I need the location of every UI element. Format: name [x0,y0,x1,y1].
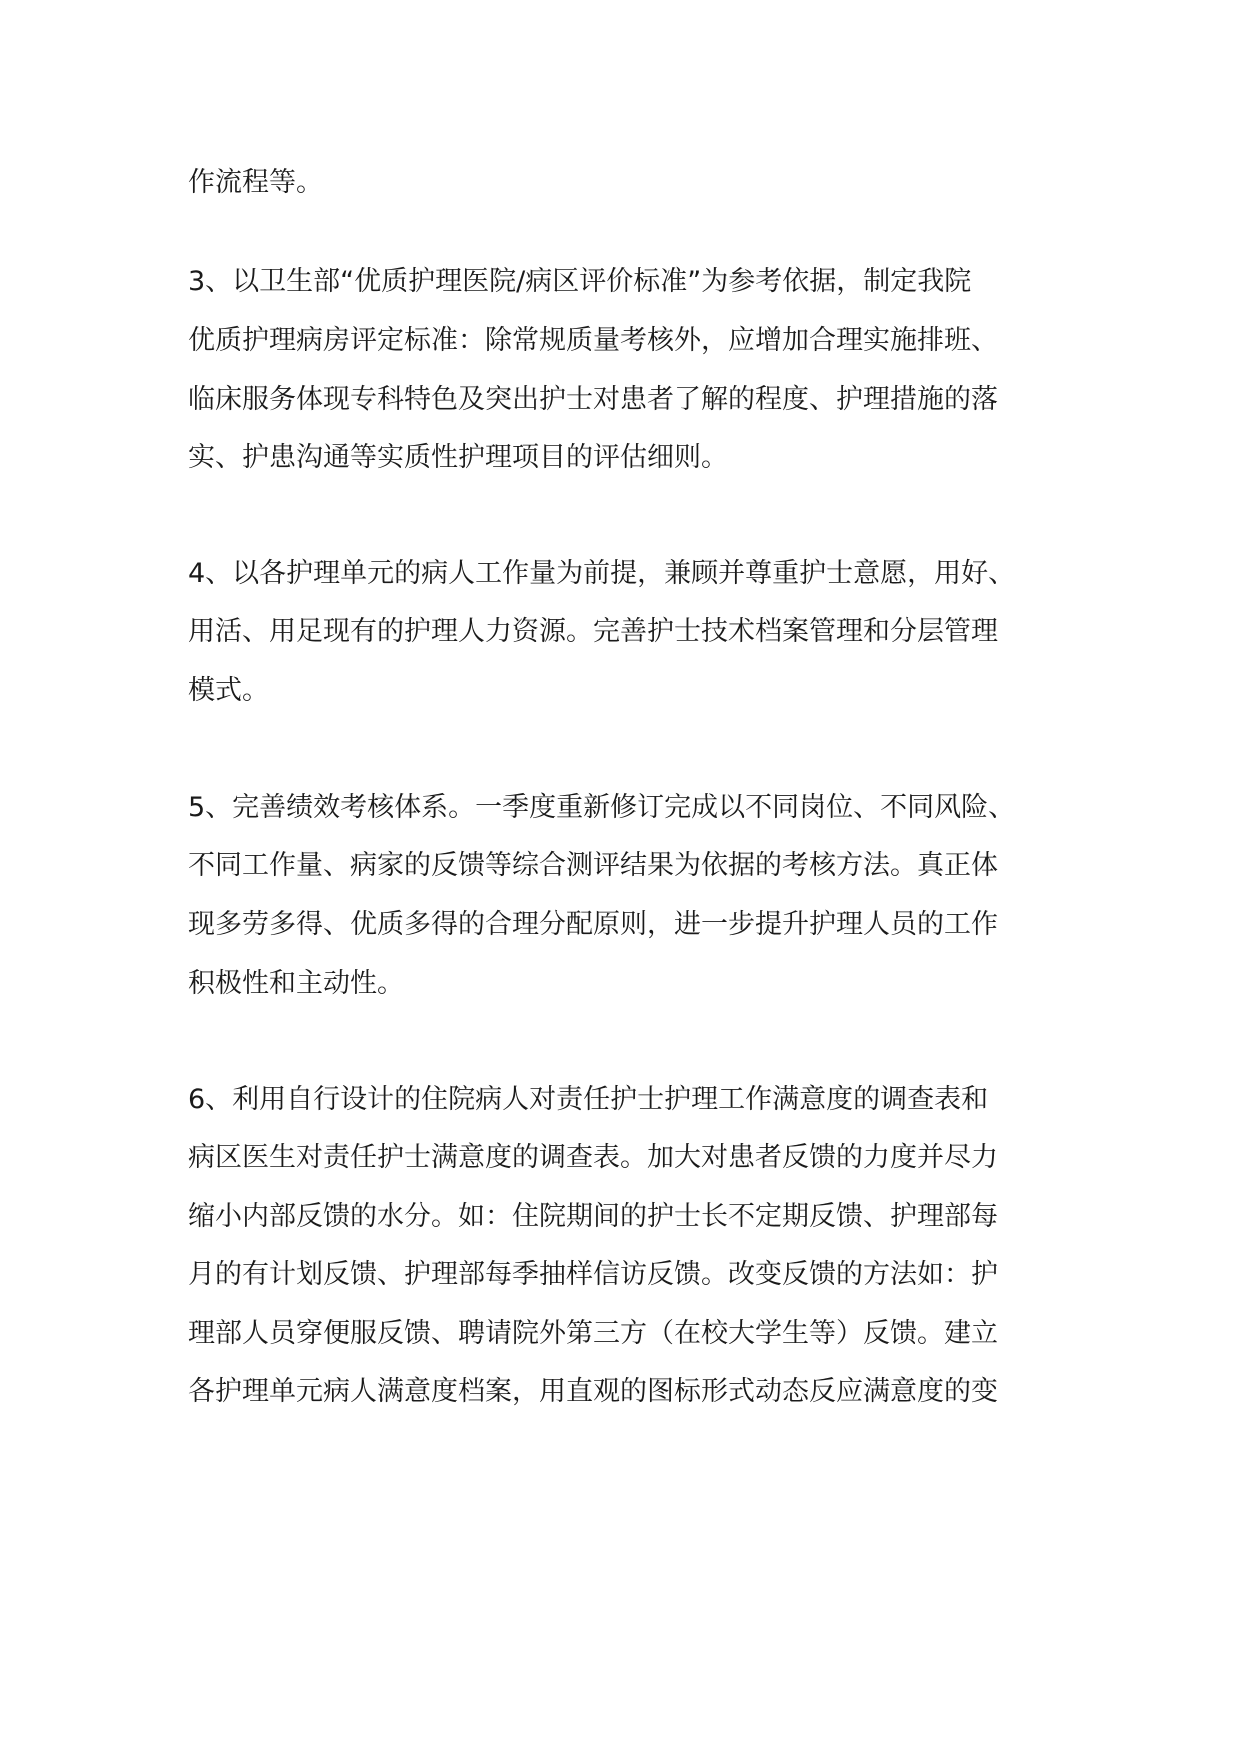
text-line: 各护理单元病人满意度档案，用直观的图标形式动态反应满意度的变 [188,1376,998,1407]
text-line: 用活、用足现有的护理人力资源。完善护士技术档案管理和分层管理 [188,616,998,647]
text-line: 理部人员穿便服反馈、聘请院外第三方（在校大学生等）反馈。建立 [188,1318,998,1349]
text-line: 实、护患沟通等实质性护理项目的评估细则。 [188,442,728,473]
text-line: 临床服务体现专科特色及突出护士对患者了解的程度、护理措施的落 [188,384,998,415]
text-line: 月的有计划反馈、护理部每季抽样信访反馈。改变反馈的方法如：护 [188,1259,998,1290]
text-line: 优质护理病房评定标准：除常规质量考核外，应增加合理实施排班、 [188,325,998,356]
text-line: 6、利用自行设计的住院病人对责任护士护理工作满意度的调查表和 [188,1084,989,1115]
text-line: 不同工作量、病家的反馈等综合测评结果为依据的考核方法。真正体 [188,850,998,881]
text-line: 模式。 [188,675,269,706]
text-line: 缩小内部反馈的水分。如：住院期间的护士长不定期反馈、护理部每 [188,1201,998,1232]
text-line: 5、完善绩效考核体系。一季度重新修订完成以不同岗位、不同风险、 [188,792,1016,823]
text-line: 病区医生对责任护士满意度的调查表。加大对患者反馈的力度并尽力 [188,1142,998,1173]
text-line: 作流程等。 [188,167,323,198]
text-line: 现多劳多得、优质多得的合理分配原则，进一步提升护理人员的工作 [188,909,998,940]
text-line: 4、以各护理单元的病人工作量为前提，兼顾并尊重护士意愿，用好、 [188,558,1016,589]
text-line: 3、以卫生部“优质护理医院/病区评价标准”为参考依据，制定我院 [188,266,972,297]
text-line: 积极性和主动性。 [188,968,404,999]
